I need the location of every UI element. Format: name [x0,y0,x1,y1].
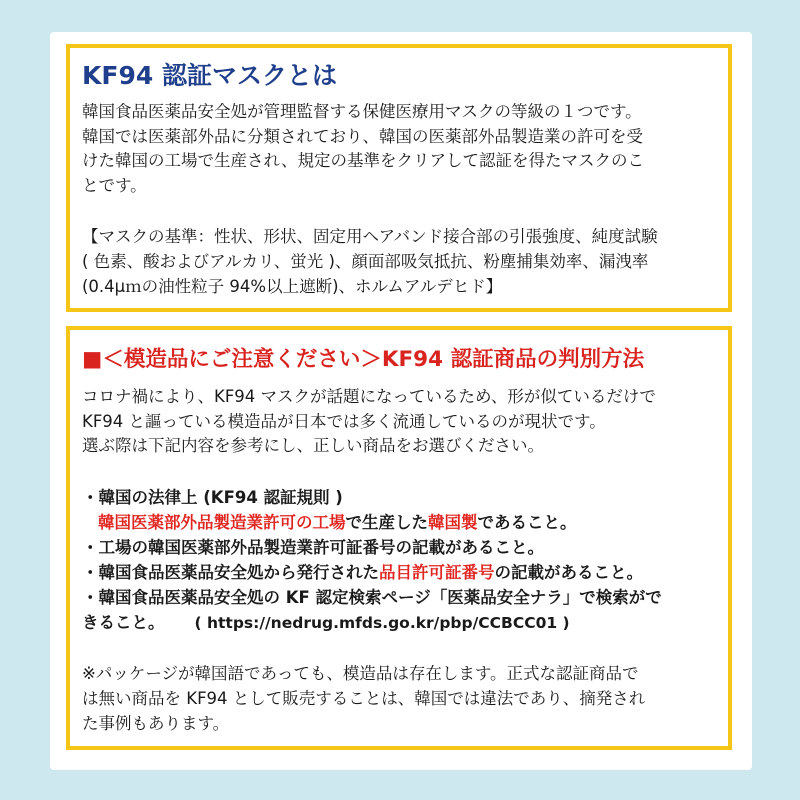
highlight-item-permit: 品目許可証番号 [379,563,495,582]
note-line-1: ※パッケージが韓国語であっても、模造品は存在します。正式な認証商品で [82,664,639,683]
bullet-search-page: ・韓国食品医薬品安全処の KF 認定検索ページ「医薬品安全ナラ」で検索がで [82,588,662,607]
standard-line-3: (0.4μｍの油性粒子 94%以上遮断)、ホルムアルデヒド】 [82,277,503,296]
search-url-link[interactable]: ( https://nedrug.mfds.go.kr/pbp/CCBCC01 ) [194,614,570,632]
bullet-law: ・韓国の法律上 (KF94 認証規則 ) [82,488,343,507]
highlight-made-in-korea: 韓国製 [428,513,478,532]
bullet-law-detail: 韓国医薬部外品製造業許可の工場で生産した韓国製であること。 [98,513,577,532]
definition-line-4: とです。 [82,176,147,195]
highlight-factory: 韓国医薬部外品製造業許可の工場 [98,513,346,532]
bullet-search-page-cont: きること。 ( https://nedrug.mfds.go.kr/pbp/CCBCC01 ) [82,613,570,632]
intro-line-3: 選ぶ際は下記内容を参考にし、正しい商品をお選びください。 [82,436,544,455]
intro-line-1: コロナ禍により、KF94 マスクが話題になっているため、形が似ているだけで [82,387,656,406]
definition-line-2: 韓国では医薬部外品に分類されており、韓国の医薬部外品製造業の許可を受 [82,127,643,146]
standard-line-1: 【マスクの基準：性状、形状、固定用ヘアバンド接合部の引張強度、純度試験 [82,227,658,246]
section-title-kf94: KF94 認証マスクとは [82,61,337,90]
definition-line-1: 韓国食品医薬品安全処が管理監督する保健医療用マスクの等級の１つです。 [82,102,642,121]
definition-line-3: けた韓国の工場で生産され、規定の基準をクリアして認証を得たマスクのこ [82,151,644,170]
section-title-counterfeit: ■＜模造品にご注意ください＞KF94 認証商品の判別方法 [82,347,645,372]
standard-line-2: ( 色素、酸およびアルカリ、蛍光 )、顔面部吸気抵抗、粉塵捕集効率、漏洩率 [82,252,649,271]
note-line-3: た事例もあります。 [82,714,230,733]
intro-line-2: KF94 と謳っている模造品が日本では多く流通しているのが現状です。 [82,412,606,431]
bullet-item-permit: ・韓国食品医薬品安全処から発行された品目許可証番号の記載があること。 [82,563,643,582]
note-line-2: は無い商品を KF94 として販売することは、韓国では違法であり、摘発され [82,689,646,708]
bullet-license-number: ・工場の韓国医薬部外品製造業許可証番号の記載があること。 [82,538,544,557]
